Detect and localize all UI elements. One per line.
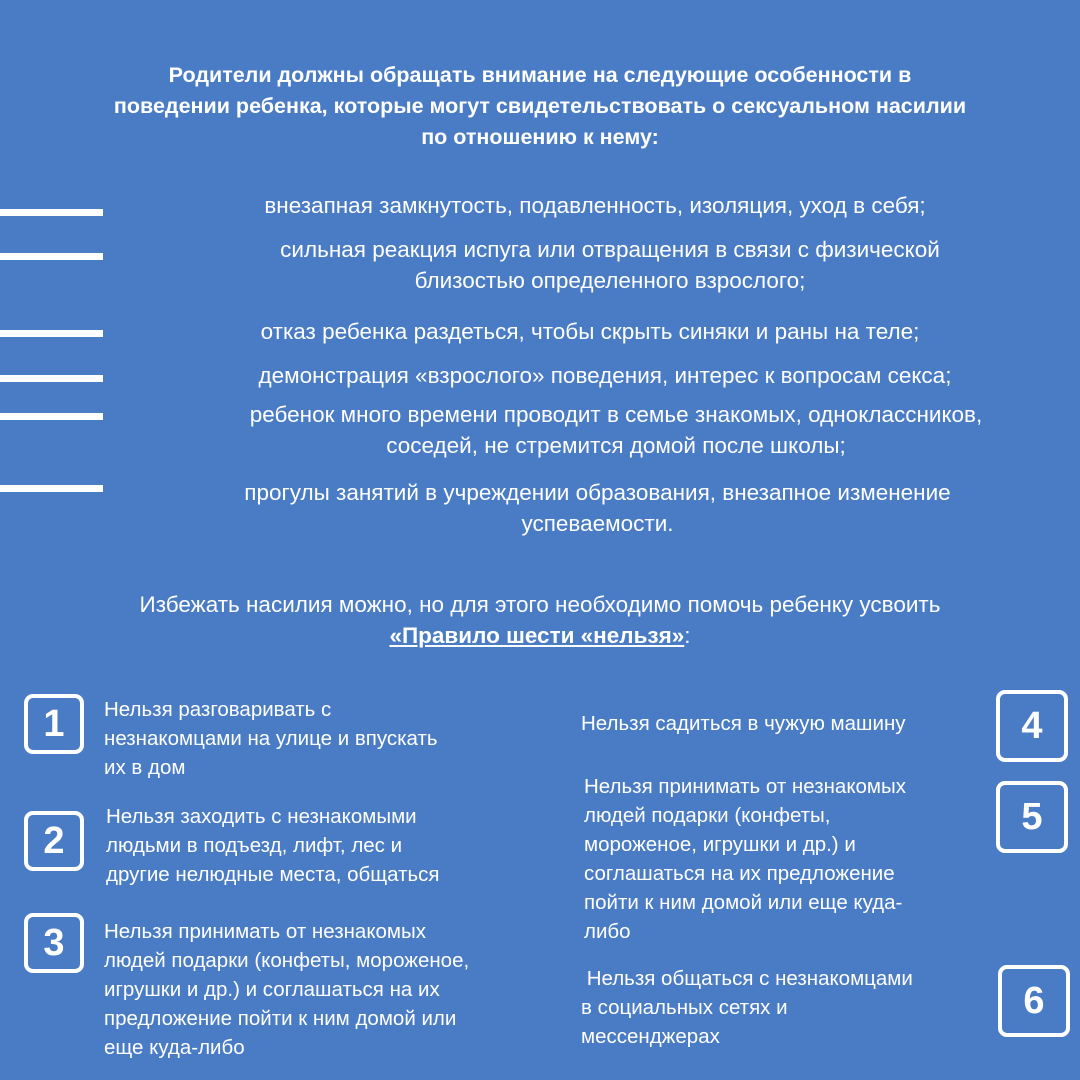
decorative-bar xyxy=(0,485,103,492)
rule-number-badge xyxy=(998,965,1070,1037)
rule-text-line: в социальных сетях и xyxy=(581,996,788,1019)
rule-text xyxy=(104,917,544,1062)
decorative-bar xyxy=(0,375,103,382)
sign-item xyxy=(180,190,1010,221)
rule-text-line: мороженое, игрушки и др.) и xyxy=(584,833,856,856)
rule-text-line: предложение пойти к ним домой или xyxy=(104,1007,457,1030)
rule-title-colon: : xyxy=(684,623,691,648)
rule-title: «Правило шести «нельзя» xyxy=(389,623,685,648)
decorative-bar xyxy=(0,209,103,216)
rule-text-line: Нельзя разговаривать с xyxy=(104,698,332,721)
rule-text-line: людей подарки (конфеты, мороженое, xyxy=(104,949,470,972)
sign-item-line: ребенок много времени проводит в семье знакомых, одноклассников, xyxy=(249,402,983,427)
sign-item-line: демонстрация «взрослого» поведения, интерес к вопросам секса; xyxy=(258,363,952,388)
rule-text xyxy=(581,964,991,1051)
rule-text-line: людей подарки (конфеты, xyxy=(584,804,831,827)
decorative-bar xyxy=(0,253,103,260)
rule-text-line: Нельзя общаться с незнакомцами xyxy=(581,967,913,990)
sign-item xyxy=(170,360,1040,391)
rule-number: 3 xyxy=(43,922,65,964)
page-title-line: поведении ребенка, которые могут свидетельствовать о сексуальном насилии xyxy=(113,94,967,118)
rule-text-line: игрушки и др.) и соглашаться на их xyxy=(104,978,440,1001)
sign-item-line: близостью определенного взрослого; xyxy=(414,268,806,293)
rule-text-line: соглашаться на их предложение xyxy=(584,862,895,885)
rule-text xyxy=(584,772,984,946)
rule-number: 6 xyxy=(1023,980,1045,1022)
sign-item-line: отказ ребенка раздеться, чтобы скрыть синяки и раны на теле; xyxy=(260,319,920,344)
decorative-bar xyxy=(0,330,103,337)
sign-item xyxy=(170,316,1010,347)
page-title-line: Родители должны обращать внимание на следующие особенности в xyxy=(168,63,912,87)
rule-number: 4 xyxy=(1021,705,1043,747)
rule-text xyxy=(581,709,981,738)
rule-number-badge xyxy=(996,781,1068,853)
rule-text-line: еще куда-либо xyxy=(104,1036,245,1059)
rule-text xyxy=(106,802,536,889)
rule-number-badge xyxy=(24,694,84,754)
rule-number-badge xyxy=(24,811,84,871)
rule-text-line: Нельзя садиться в чужую машину xyxy=(581,712,906,735)
sign-item-line: сильная реакция испуга или отвращения в связи с физической xyxy=(280,237,940,262)
sign-item xyxy=(172,399,1060,461)
sign-item-line: прогулы занятий в учреждении образования, внезапное изменение xyxy=(244,480,951,505)
rule-text-line: Нельзя принимать от незнакомых xyxy=(584,775,907,798)
rule-intro-line: Избежать насилия можно, но для этого необходимо помочь ребенку усвоить xyxy=(139,592,941,617)
page-title xyxy=(40,60,1040,153)
rule-intro xyxy=(20,589,1060,651)
rule-intro-title-line xyxy=(20,620,1060,651)
rule-text xyxy=(104,695,534,782)
sign-item-line: успеваемости. xyxy=(521,511,674,536)
rule-text-line: их в дом xyxy=(104,756,186,779)
rule-text-line: другие нелюдные места, общаться xyxy=(106,863,440,886)
sign-item xyxy=(160,477,1035,539)
page-title-line: по отношению к нему: xyxy=(421,125,659,149)
rule-number: 5 xyxy=(1021,796,1043,838)
rule-number: 1 xyxy=(43,703,65,745)
rule-text-line: незнакомцами на улице и впускать xyxy=(104,727,438,750)
rule-number-badge xyxy=(996,690,1068,762)
rule-text-line: Нельзя принимать от незнакомых xyxy=(104,920,427,943)
rule-text-line: мессенджерах xyxy=(581,1025,720,1048)
rule-text-line: Нельзя заходить с незнакомыми xyxy=(106,805,417,828)
sign-item-line: внезапная замкнутость, подавленность, изоляция, уход в себя; xyxy=(264,193,926,218)
decorative-bar xyxy=(0,413,103,420)
sign-item-line: соседей, не стремится домой после школы; xyxy=(386,433,846,458)
rule-number-badge xyxy=(24,913,84,973)
sign-item xyxy=(190,234,1030,296)
rule-text-line: людьми в подъезд, лифт, лес и xyxy=(106,834,403,857)
rule-text-line: пойти к ним домой или еще куда- xyxy=(584,891,903,914)
rule-number: 2 xyxy=(43,820,65,862)
rule-text-line: либо xyxy=(584,920,631,943)
